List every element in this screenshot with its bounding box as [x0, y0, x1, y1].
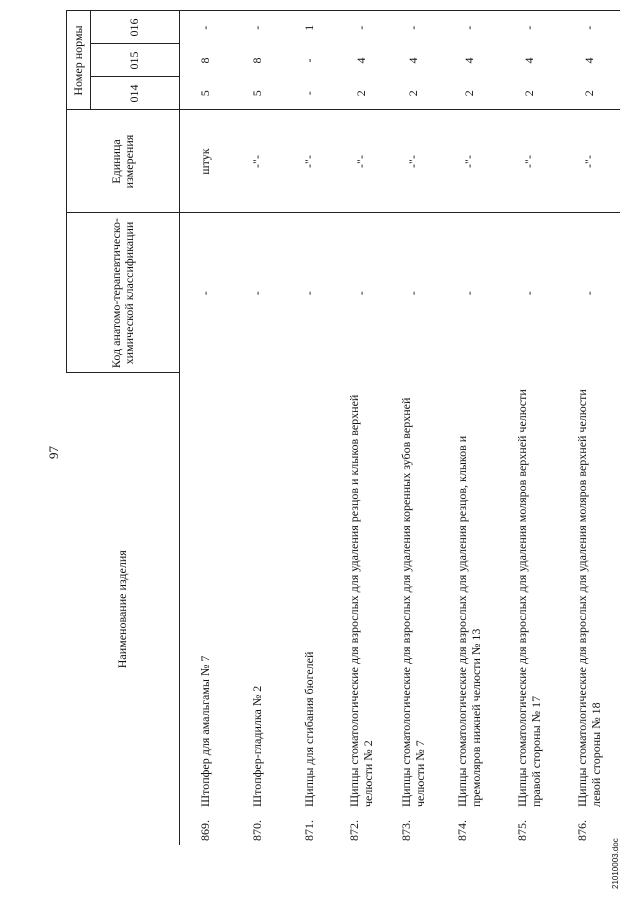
- table-row: [500, 11, 560, 845]
- row-name: Щипцы стоматологические для взрослых для удаления коренных зубов верхней челюсти № 7: [399, 397, 427, 807]
- row-unit: -"-: [440, 110, 500, 213]
- row-norm-014: 2: [461, 90, 476, 97]
- row-name: Щипцы стоматологические для взрослых для удаления резцов и клыков верхней челюсти № 2: [347, 394, 375, 807]
- row-code: -: [180, 213, 232, 373]
- row-norm-014: 2: [521, 90, 536, 97]
- header-norm-group: Номер нормы: [67, 11, 91, 110]
- table-row: [284, 11, 336, 845]
- row-norm-015: 4: [353, 57, 368, 64]
- equipment-table: [66, 11, 620, 846]
- table-row: [180, 11, 232, 845]
- row-code: -: [560, 213, 620, 373]
- header-norm-016: 016: [91, 11, 180, 44]
- row-code: -: [336, 213, 388, 373]
- row-code: -: [232, 213, 284, 373]
- row-name: Щипцы стоматологические для взрослых для удаления резцов, клыков и премоляров нижней челюсти № 13: [455, 435, 483, 807]
- row-name: Штопфер-гладилка № 2: [249, 685, 264, 807]
- row-norm-015: -: [301, 58, 316, 63]
- row-norm-015: 8: [249, 57, 264, 64]
- row-norm-016: -: [440, 11, 500, 44]
- row-norm-016: -: [232, 11, 284, 44]
- table-row: [440, 11, 500, 845]
- row-unit: -"-: [232, 110, 284, 213]
- row-name: Щипцы стоматологические для взрослых для удаления моляров верхней челюсти правой стороны № 17: [515, 389, 543, 807]
- row-unit: -"-: [336, 110, 388, 213]
- row-number: 869.: [198, 820, 213, 841]
- row-number: 873.: [399, 820, 414, 841]
- row-number: 870.: [249, 820, 264, 841]
- row-code: -: [440, 213, 500, 373]
- row-number: 876.: [575, 820, 590, 841]
- row-norm-015: 4: [581, 57, 596, 64]
- row-name-cell: [560, 373, 620, 845]
- row-name: Щипцы для сгибания бюгелей: [301, 651, 316, 807]
- header-norm-015: 015: [91, 44, 180, 77]
- row-norm-016: -: [388, 11, 440, 44]
- header-unit: Единица измерения: [67, 110, 180, 213]
- header-norm-014: 014: [91, 77, 180, 110]
- row-unit: -"-: [560, 110, 620, 213]
- row-norm-014: 2: [405, 90, 420, 97]
- row-name-cell: [180, 373, 232, 845]
- table-row: [232, 11, 284, 845]
- row-norm-015: 4: [521, 57, 536, 64]
- row-unit: штук: [180, 110, 232, 213]
- row-norm-016: -: [180, 11, 232, 44]
- row-name-cell: [388, 373, 440, 845]
- row-norm-014: -: [301, 91, 316, 96]
- row-norm-014: 2: [353, 90, 368, 97]
- row-code: -: [388, 213, 440, 373]
- row-norm-015: 4: [405, 57, 420, 64]
- row-code: -: [284, 213, 336, 373]
- row-name-cell: [336, 373, 388, 845]
- table-row: [336, 11, 388, 845]
- footer-file-code: 21010003.doc: [611, 838, 620, 889]
- header-code: Код анатомо-терапевтическо-химической классификации: [67, 213, 180, 373]
- row-name: Щипцы стоматологические для взрослых для удаления моляров верхней челюсти левой стороны № 18: [575, 389, 603, 807]
- row-norm-015: 8: [198, 57, 213, 64]
- row-norm-014: 2: [581, 90, 596, 97]
- row-number: 875.: [515, 820, 530, 841]
- row-unit: -"-: [500, 110, 560, 213]
- row-name: Штопфер для амальгамы № 7: [198, 655, 213, 807]
- row-name-cell: [232, 373, 284, 845]
- table-row: [388, 11, 440, 845]
- row-name-cell: [284, 373, 336, 845]
- row-name-cell: [440, 373, 500, 845]
- row-number: 871.: [301, 820, 316, 841]
- row-norm-014: 5: [249, 90, 264, 97]
- row-norm-015: 4: [461, 57, 476, 64]
- row-norm-016: 1: [284, 11, 336, 44]
- row-norm-016: -: [336, 11, 388, 44]
- page-number: 97: [46, 446, 61, 459]
- row-unit: -"-: [284, 110, 336, 213]
- row-norm-016: -: [500, 11, 560, 44]
- row-name-cell: [500, 373, 560, 845]
- table-row: [560, 11, 620, 845]
- header-name: Наименование изделия: [67, 373, 180, 845]
- row-number: 872.: [347, 820, 362, 841]
- row-norm-016: -: [560, 11, 620, 44]
- row-code: -: [500, 213, 560, 373]
- row-number: 874.: [455, 820, 470, 841]
- row-norm-014: 5: [198, 90, 213, 97]
- row-unit: -"-: [388, 110, 440, 213]
